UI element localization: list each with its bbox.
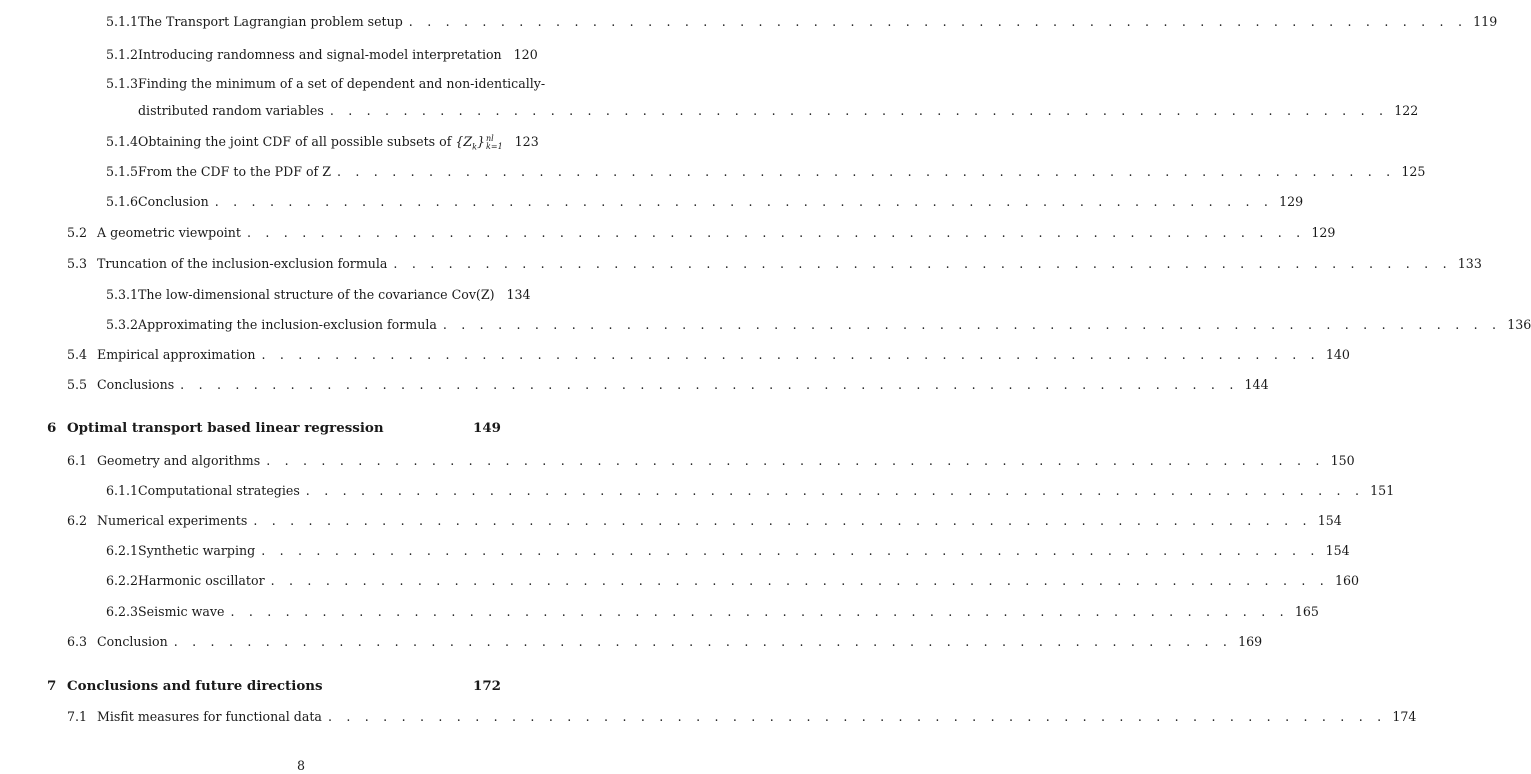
dot-leader: . . . . . . . . . . . . . . . . . . . . . . . . . . . . . . . . . . . . . . . . . . . . . . . . . . . . . . . . . . xyxy=(173,634,1233,649)
toc-title-line-2: distributed random variables xyxy=(138,103,324,118)
toc-entry-6-2-3[interactable] xyxy=(106,604,1319,620)
dot-leader: . . . . . . . . . . . . . . . . . . . . . . . . . . . . . . . . . . . . . . . . . . . . . . . . . . . . . . . . . . xyxy=(261,543,1320,558)
toc-page-number: 174 xyxy=(1392,709,1417,724)
toc-page-number: 149 xyxy=(473,420,501,436)
toc-entry-6-2-2[interactable] xyxy=(106,573,1360,589)
toc-page-number: 160 xyxy=(1334,573,1360,588)
dot-leader: . . . . . . . . . . . . . . . . . . . . . . . . . . . . . . . . . . . . . . . . . . . . . . . . . . . . . . . . . . xyxy=(230,604,1289,619)
toc-number: 6.2.1 xyxy=(106,543,139,558)
toc-page-number: 129 xyxy=(1279,194,1304,209)
toc-page-number: 165 xyxy=(1294,604,1319,619)
toc-page-number: 133 xyxy=(1457,256,1482,271)
toc-number: 7 xyxy=(47,678,57,694)
toc-number: 6.1 xyxy=(67,453,88,468)
dot-leader: . . . . . . . . . . . . . . . . . . . . . . . . . . . . . . . . . . . . . . . . . . . . . . . . . . . . . . . . . . xyxy=(408,14,1468,29)
toc-page-number: 150 xyxy=(1330,453,1355,468)
toc-title-line-1: Finding the minimum of a set of dependent and non-identically- xyxy=(138,76,546,91)
toc-title: Synthetic warping xyxy=(138,543,256,558)
toc-entry-5-1-3[interactable] xyxy=(106,76,546,92)
toc-page-number: 140 xyxy=(1325,347,1350,362)
dot-leader: . . . . . . . . . . . . . . . . . . . . . . . . . . . . . . . . . . . . . . . . . . . . . . . . . . . . . . . . . . xyxy=(266,453,1325,468)
toc-title: Computational strategies xyxy=(138,483,300,498)
toc-page-number: 136 xyxy=(1507,317,1531,332)
toc-page-number: 123 xyxy=(514,134,539,149)
dot-leader: . . . . . . . . . . . . . . . . . . . . . . . . . . . . . . . . . . . . . . . . . . . . . . . . . . . . . . . . . . xyxy=(214,194,1274,209)
toc-title: From the CDF to the PDF of Z xyxy=(138,164,331,179)
toc-entry-5-3[interactable] xyxy=(67,256,1482,272)
toc-entry-5-2[interactable] xyxy=(67,225,1336,241)
toc-entry-6-2[interactable] xyxy=(67,513,1342,529)
dot-leader: . . . . . . . . . . . . . . . . . . . . . . . . . . . . . . . . . . . . . . . . . . . . . . . . . . . . . . . . . . xyxy=(329,103,1389,118)
toc-chapter-title: Conclusions and future directions xyxy=(67,678,323,694)
toc-title: Conclusion xyxy=(138,194,209,209)
toc-number: 7.1 xyxy=(67,709,88,724)
toc-number: 5.1.3 xyxy=(106,76,139,91)
toc-entry-5-1-3-continued[interactable] xyxy=(138,103,1419,119)
toc-entry-6-3[interactable] xyxy=(67,634,1263,650)
toc-title: The Transport Lagrangian problem setup xyxy=(138,14,403,29)
toc-title xyxy=(138,134,503,156)
toc-number: 5.1.5 xyxy=(106,164,139,179)
dot-leader: . . . . . . . . . . . . . . . . . . . . . . . . . . . . . . . . . . . . . . . . . . . . . . . . . . . . . . . . . . xyxy=(253,513,1312,528)
toc-entry-6-1[interactable] xyxy=(67,453,1355,469)
toc-number: 5.1.1 xyxy=(106,14,139,29)
toc-page-number: 154 xyxy=(1325,543,1350,558)
toc-title: Conclusions xyxy=(97,377,175,392)
toc-page-number: 169 xyxy=(1238,634,1263,649)
toc-number: 5.1.6 xyxy=(106,194,139,209)
toc-page-number: 120 xyxy=(513,47,538,62)
toc-number: 5.3 xyxy=(67,256,88,271)
toc-title: Conclusion xyxy=(97,634,168,649)
toc-title: Approximating the inclusion-exclusion formula xyxy=(138,317,437,332)
dot-leader: . . . . . . . . . . . . . . . . . . . . . . . . . . . . . . . . . . . . . . . . . . . . . . . . . . . . . . . . . . xyxy=(305,483,1365,498)
toc-title: Geometry and algorithms xyxy=(97,453,261,468)
dot-leader: . . . . . . . . . . . . . . . . . . . . . . . . . . . . . . . . . . . . . . . . . . . . . . . . . . . . . . . . . . xyxy=(246,225,1306,240)
toc-entry-6-2-1[interactable] xyxy=(106,543,1350,559)
toc-title: A geometric viewpoint xyxy=(97,225,241,240)
dot-leader: . . . . . . . . . . . . . . . . . . . . . . . . . . . . . . . . . . . . . . . . . . . . . . . . . . . . . . . . . . xyxy=(327,709,1387,724)
toc-page-number: 134 xyxy=(506,287,531,302)
toc-entry-6-1-1[interactable] xyxy=(106,483,1395,499)
dot-leader: . . . . . . . . . . . . . . . . . . . . . . . . . . . . . . . . . . . . . . . . . . . . . . . . . . . . . . . . . . xyxy=(270,573,1329,588)
toc-entry-5-5[interactable] xyxy=(67,377,1269,393)
toc-entry-5-3-1[interactable] xyxy=(106,287,531,303)
toc-number: 5.3.2 xyxy=(106,317,139,332)
toc-number: 5.4 xyxy=(67,347,88,362)
dot-leader: . . . . . . . . . . . . . . . . . . . . . . . . . . . . . . . . . . . . . . . . . . . . . . . . . . . . . . . . . . xyxy=(180,377,1239,392)
toc-number: 6.2.2 xyxy=(106,573,139,588)
toc-number: 5.5 xyxy=(67,377,88,392)
toc-page-number: 151 xyxy=(1370,483,1395,498)
toc-title: The low-dimensional structure of the covariance Cov(Z) xyxy=(138,287,495,302)
toc-entry-5-1-4[interactable] xyxy=(106,133,539,156)
toc-page-number: 154 xyxy=(1317,513,1342,528)
page-number-footer: 8 xyxy=(296,758,305,773)
toc-page-number: 119 xyxy=(1473,14,1498,29)
toc-page-number: 122 xyxy=(1394,103,1419,118)
toc-title: Harmonic oscillator xyxy=(138,573,265,588)
toc-entry-5-1-1[interactable] xyxy=(106,14,1498,30)
dot-leader: . . . . . . . . . . . . . . . . . . . . . . . . . . . . . . . . . . . . . . . . . . . . . . . . . . . . . . . . . . xyxy=(336,164,1396,179)
toc-entry-5-1-6[interactable] xyxy=(106,194,1304,210)
toc-number: 6.2.3 xyxy=(106,604,139,619)
toc-number: 6.2 xyxy=(67,513,88,528)
toc-title-text: Obtaining the joint CDF of all possible subsets of xyxy=(138,134,452,149)
toc-page-number: 144 xyxy=(1244,377,1269,392)
toc-title: Empirical approximation xyxy=(97,347,256,362)
toc-chapter-6[interactable] xyxy=(47,420,501,436)
toc-page-number: 172 xyxy=(473,678,501,694)
math-set-expression: $\{Z_k\}$ nl k=1 xyxy=(455,133,503,152)
dot-leader: . . . . . . . . . . . . . . . . . . . . . . . . . . . . . . . . . . . . . . . . . . . . . . . . . . . . . . . . . . xyxy=(261,347,1320,362)
toc-title: Misfit measures for functional data xyxy=(97,709,322,724)
toc-chapter-title: Optimal transport based linear regression xyxy=(67,420,384,436)
toc-title: Introducing randomness and signal-model interpretation xyxy=(138,47,502,62)
toc-entry-5-1-5[interactable] xyxy=(106,164,1426,180)
toc-number: 5.1.4 xyxy=(106,134,139,149)
toc-number: 6 xyxy=(47,420,57,436)
dot-leader: . . . . . . . . . . . . . . . . . . . . . . . . . . . . . . . . . . . . . . . . . . . . . . . . . . . . . . . . . . xyxy=(393,256,1452,271)
toc-number: 5.3.1 xyxy=(106,287,139,302)
toc-number: 5.1.2 xyxy=(106,47,139,62)
toc-number: 6.1.1 xyxy=(106,483,139,498)
toc-number: 6.3 xyxy=(67,634,88,649)
toc-page-number: 125 xyxy=(1401,164,1426,179)
toc-title: Truncation of the inclusion-exclusion formula xyxy=(97,256,388,271)
toc-entry-5-3-2[interactable] xyxy=(106,317,1531,333)
toc-title: Numerical experiments xyxy=(97,513,248,528)
toc-title: Seismic wave xyxy=(138,604,225,619)
dot-leader: . . . . . . . . . . . . . . . . . . . . . . . . . . . . . . . . . . . . . . . . . . . . . . . . . . . . . . . . . . xyxy=(442,317,1502,332)
toc-entry-7-1[interactable] xyxy=(67,709,1417,725)
toc-number: 5.2 xyxy=(67,225,88,240)
toc-entry-5-1-2[interactable] xyxy=(106,47,538,63)
toc-entry-5-4[interactable] xyxy=(67,347,1350,363)
toc-page-number: 129 xyxy=(1311,225,1336,240)
toc-chapter-7[interactable] xyxy=(47,678,501,694)
